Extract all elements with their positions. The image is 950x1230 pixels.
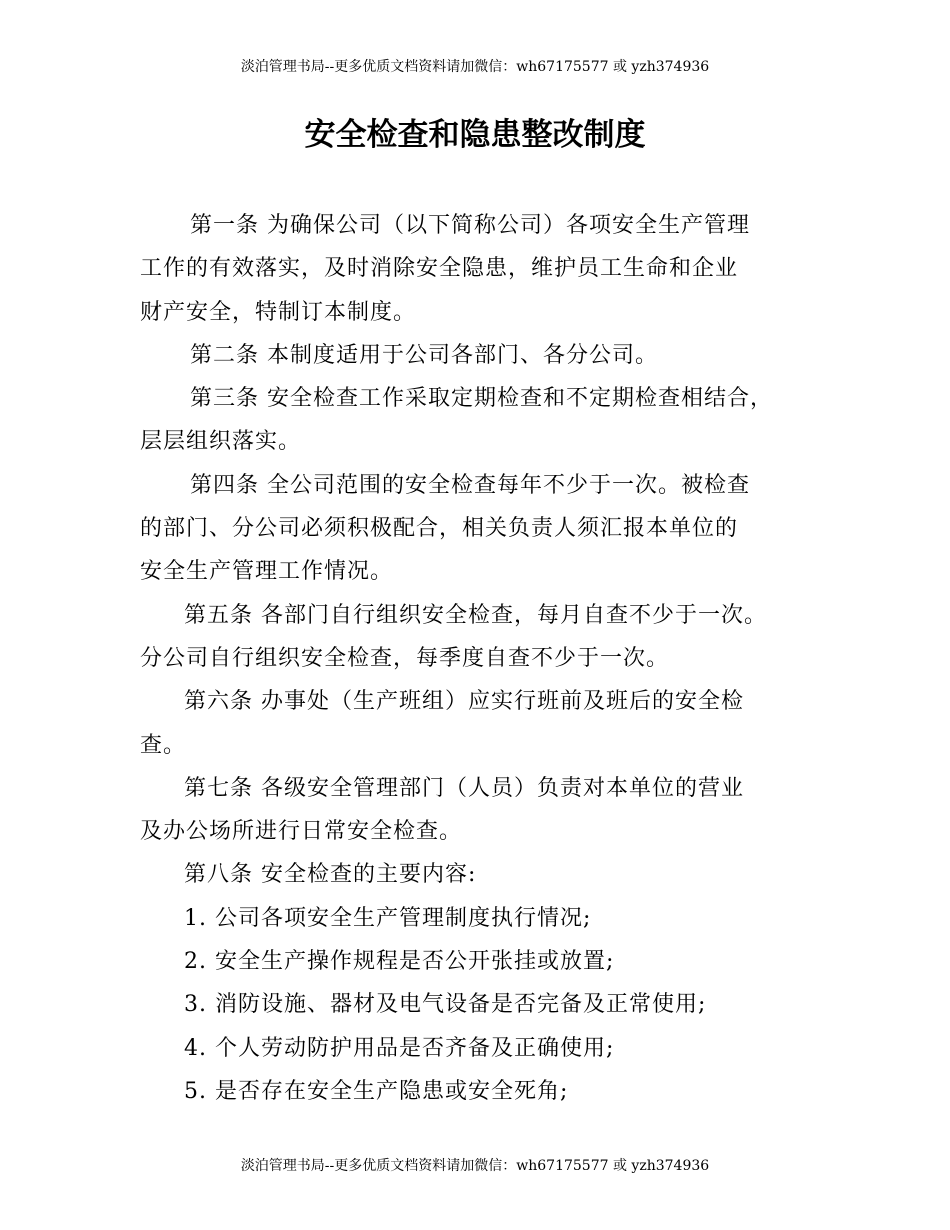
document-body: [140, 204, 820, 1113]
article-4-line-2: 的部门、分公司必须积极配合，相关负责人须汇报本单位的: [140, 516, 739, 542]
list-item-5: 5. 是否存在安全生产隐患或安全死角;: [184, 1078, 569, 1104]
article-3-line-2: 层层组织落实。: [140, 429, 302, 455]
article-7-line-2: 及办公场所进行日常安全检查。: [140, 819, 463, 845]
article-1-line-3: 财产安全，特制订本制度。: [140, 299, 417, 325]
document-title: 安全检查和隐患整改制度: [304, 117, 646, 153]
page-footer: 淡泊管理书局--更多优质文档资料请加微信：wh67175577 或 yzh374936: [240, 1158, 710, 1174]
article-8-line-1: 第八条 安全检查的主要内容:: [184, 862, 477, 888]
article-6-line-2: 查。: [140, 732, 187, 758]
list-item-3: 3. 消防设施、器材及电气设备是否完备及正常使用;: [184, 992, 707, 1018]
article-6-line-1: 第六条 办事处（生产班组）应实行班前及班后的安全检: [184, 689, 744, 715]
list-item-2: 2. 安全生产操作规程是否公开张挂或放置;: [184, 949, 615, 975]
article-3-line-1: 第三条 安全检查工作采取定期检查和不定期检查相结合，: [190, 386, 773, 412]
article-5-line-1: 第五条 各部门自行组织安全检查，每月自查不少于一次。: [184, 602, 767, 628]
page-header: 淡泊管理书局--更多优质文档资料请加微信：wh67175577 或 yzh374936: [240, 59, 710, 75]
article-7-line-1: 第七条 各级安全管理部门（人员）负责对本单位的营业: [184, 775, 744, 801]
article-1-line-2: 工作的有效落实，及时消除安全隐患，维护员工生命和企业: [140, 256, 739, 282]
list-item-4: 4. 个人劳动防护用品是否齐备及正确使用;: [184, 1035, 615, 1061]
article-1-line-1: 第一条 为确保公司（以下简称公司）各项安全生产管理: [190, 213, 750, 238]
article-5-line-2: 分公司自行组织安全检查，每季度自查不少于一次。: [140, 645, 670, 671]
list-item-1: 1. 公司各项安全生产管理制度执行情况;: [184, 905, 592, 931]
article-2-line-1: 第二条 本制度适用于公司各部门、各分公司。: [190, 342, 658, 368]
article-4-line-1: 第四条 全公司范围的安全检查每年不少于一次。被检查: [190, 472, 750, 498]
article-4-line-3: 安全生产管理工作情况。: [140, 559, 394, 585]
